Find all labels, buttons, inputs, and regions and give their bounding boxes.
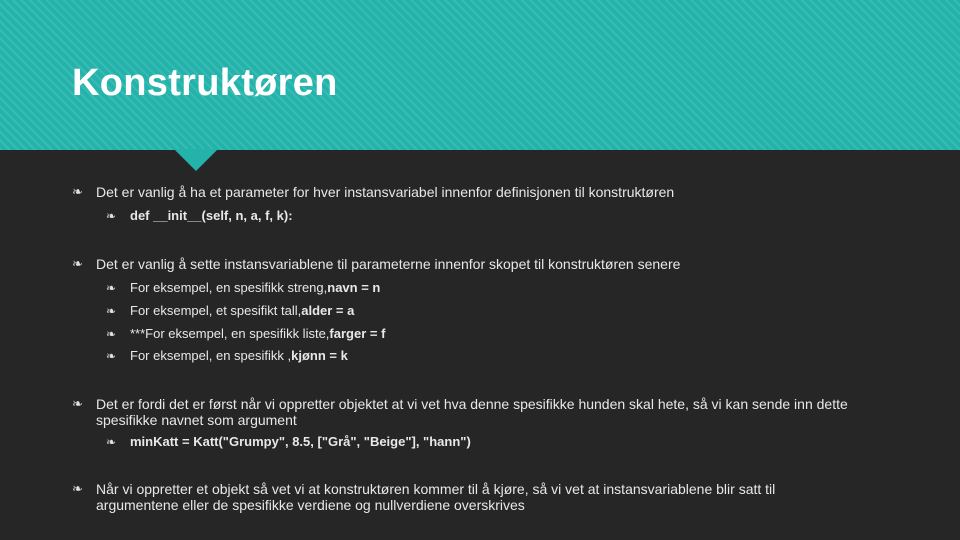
swirl-bullet-icon: ❧ [72, 396, 83, 411]
swirl-bullet-icon: ❧ [72, 184, 83, 199]
swirl-bullet-icon: ❧ [106, 304, 117, 318]
bullet-4 [72, 481, 852, 513]
sub-bold: farger = f [329, 326, 386, 341]
swirl-bullet-icon: ❧ [106, 435, 117, 449]
bullet-2-sub-4 [106, 348, 348, 364]
bullet-2-sub-2 [106, 303, 354, 319]
code-constructor-signature: def __init__(self, n, a, f, k): [130, 208, 293, 223]
bullet-1-sub-1 [106, 208, 293, 224]
sub-prefix: For eksempel, en spesifikk , [130, 348, 292, 363]
sub-bold: navn = n [327, 280, 381, 295]
bullet-2 [72, 256, 680, 272]
swirl-bullet-icon: ❧ [106, 349, 117, 363]
bullet-1 [72, 184, 674, 200]
sub-prefix: ***For eksempel, en spesifikk liste, [130, 326, 330, 341]
banner-notch [174, 149, 218, 171]
swirl-bullet-icon: ❧ [72, 256, 83, 271]
bullet-1-text: Det er vanlig å ha et parameter for hver instansvariabel innenfor definisjonen til konstruktøren [96, 184, 675, 200]
bullet-3-sub-1 [106, 434, 471, 450]
bullet-4-text: Når vi oppretter et objekt så vet vi at konstruktøren kommer til å kjøre, så vi vet at instansvariablene blir satt til argumentene eller de spesifikke verdiene og nullverdiene overskrives [96, 481, 776, 513]
bullet-3-text: Det er fordi det er først når vi oppretter objektet at vi vet hva denne spesifikke hunden skal hete, så vi kan sende inn dette spesifikke navnet som argument [96, 396, 848, 428]
swirl-bullet-icon: ❧ [106, 281, 117, 295]
bullet-2-sub-3 [106, 326, 385, 342]
code-object-creation: minKatt = Katt("Grumpy", 8.5, ["Grå", "Beige"], "hann") [130, 434, 471, 449]
swirl-bullet-icon: ❧ [72, 481, 83, 496]
swirl-bullet-icon: ❧ [106, 209, 117, 223]
sub-bold: kjønn = k [291, 348, 348, 363]
sub-prefix: For eksempel, et spesifikt tall, [130, 303, 302, 318]
bullet-2-text: Det er vanlig å sette instansvariablene til parameterne innenfor skopet til konstruktøren senere [96, 256, 681, 272]
sub-prefix: For eksempel, en spesifikk streng, [130, 280, 328, 295]
bullet-3 [72, 396, 872, 428]
bullet-2-sub-1 [106, 280, 380, 296]
swirl-bullet-icon: ❧ [106, 327, 117, 341]
slide-title: Konstruktøren [72, 62, 338, 104]
sub-bold: alder = a [301, 303, 355, 318]
